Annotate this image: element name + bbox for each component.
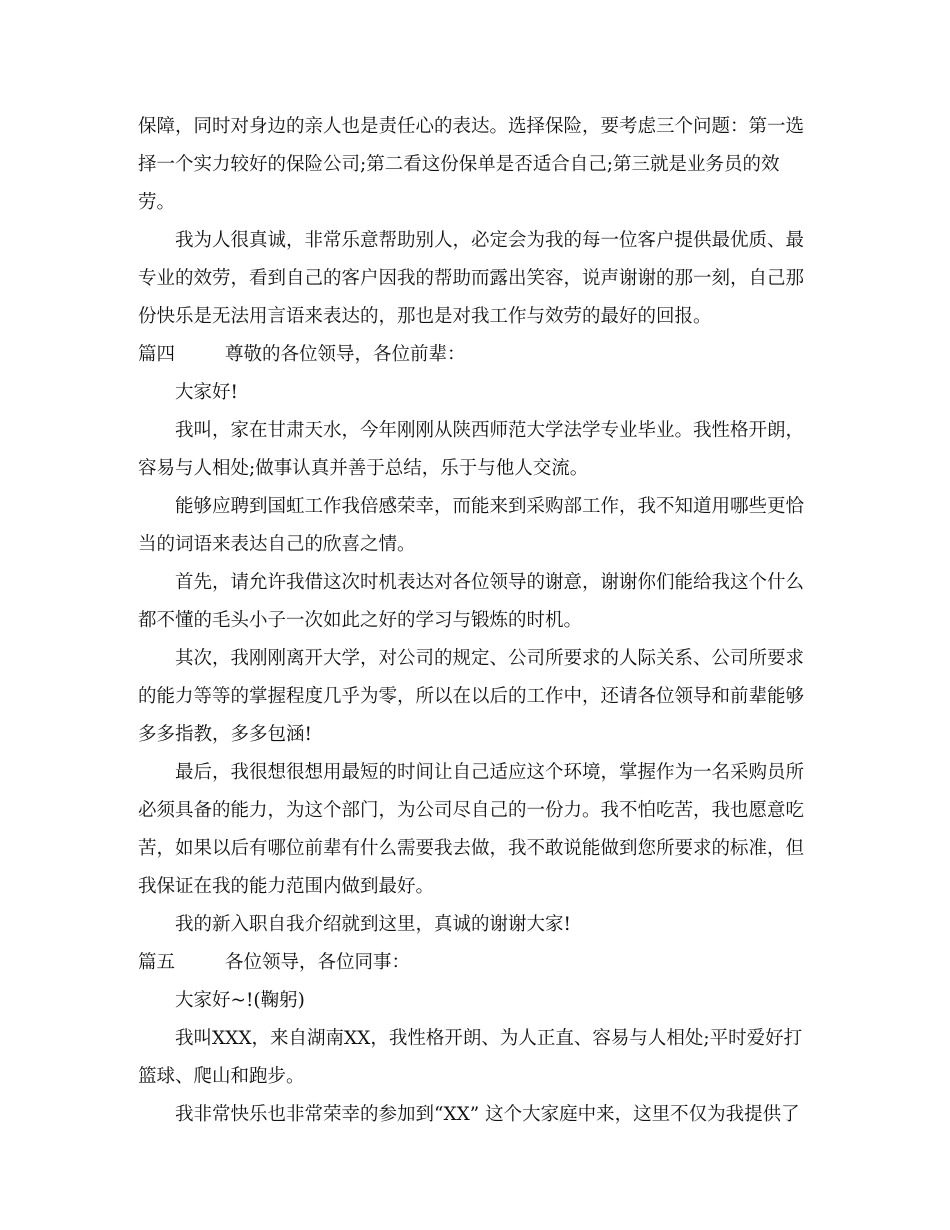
- section-heading: [138, 951, 410, 975]
- text-line: 我保证在我的能力范围内做到最好。: [138, 876, 435, 897]
- text-line: 的能力等等的掌握程度几乎为零，所以在以后的工作中，还请各位领导和前辈能够: [138, 686, 805, 707]
- text-line: 其次，我刚刚离开大学，对公司的规定、公司所要求的人际关系、公司所要求: [175, 648, 805, 669]
- text-line: 都不懂的毛头小子一次如此之好的学习与锻炼的时机。: [138, 610, 583, 631]
- text-line: 保障，同时对身边的亲人也是责任心的表达。选择保险，要考虑三个问题：第一选: [138, 116, 805, 137]
- text-line: 我叫，家在甘肃天水，今年刚刚从陕西师范大学法学专业毕业。我性格开朗，: [175, 420, 805, 441]
- text-line: 大家好~!(鞠躬): [175, 990, 305, 1011]
- text-line: 最后，我很想很想用最短的时间让自己适应这个环境，掌握作为一名采购员所: [175, 762, 805, 783]
- text-line: 我非常快乐也非常荣幸的参加到“XX” 这个大家庭中来，这里不仅为我提供了: [175, 1104, 800, 1125]
- text-line: 份快乐是无法用言语来表达的，那也是对我工作与效劳的最好的回报。: [138, 306, 712, 327]
- text-line: 我的新入职自我介绍就到这里，真诚的谢谢大家!: [175, 914, 571, 935]
- text-line: 多多指教，多多包涵!: [138, 724, 312, 745]
- section-label: 篇四: [138, 344, 176, 365]
- text-line: 我叫XXX，来自湖南XX，我性格开朗、为人正直、容易与人相处;平时爱好打: [175, 1028, 803, 1049]
- text-line: 必须具备的能力，为这个部门，为公司尽自己的一份力。我不怕吃苦，我也愿意吃: [138, 800, 805, 821]
- salutation: 尊敬的各位领导，各位前辈：: [225, 344, 466, 365]
- section-heading: [138, 343, 466, 367]
- text-line: 篮球、爬山和跑步。: [138, 1066, 305, 1087]
- text-line: 我为人很真诚，非常乐意帮助别人，必定会为我的每一位客户提供最优质、最: [175, 230, 805, 251]
- text-line: 容易与人相处;做事认真并善于总结，乐于与他人交流。: [138, 458, 589, 479]
- text-line: 能够应聘到国虹工作我倍感荣幸，而能来到采购部工作，我不知道用哪些更恰: [175, 496, 805, 517]
- text-line: 大家好!: [175, 382, 238, 403]
- text-line: 首先，请允许我借这次时机表达对各位领导的谢意，谢谢你们能给我这个什么: [175, 572, 805, 593]
- text-line: 专业的效劳，看到自己的客户因我的帮助而露出笑容，说声谢谢的那一刻，自己那: [138, 268, 805, 289]
- text-line: 苦，如果以后有哪位前辈有什么需要我去做，我不敢说能做到您所要求的标准，但: [138, 838, 805, 859]
- text-line: 择一个实力较好的保险公司;第二看这份保单是否适合自己;第三就是业务员的效: [138, 154, 780, 175]
- text-line: 当的词语来表达自己的欣喜之情。: [138, 534, 416, 555]
- salutation: 各位领导，各位同事：: [225, 952, 411, 973]
- text-line: 劳。: [138, 192, 176, 213]
- section-label: 篇五: [138, 952, 176, 973]
